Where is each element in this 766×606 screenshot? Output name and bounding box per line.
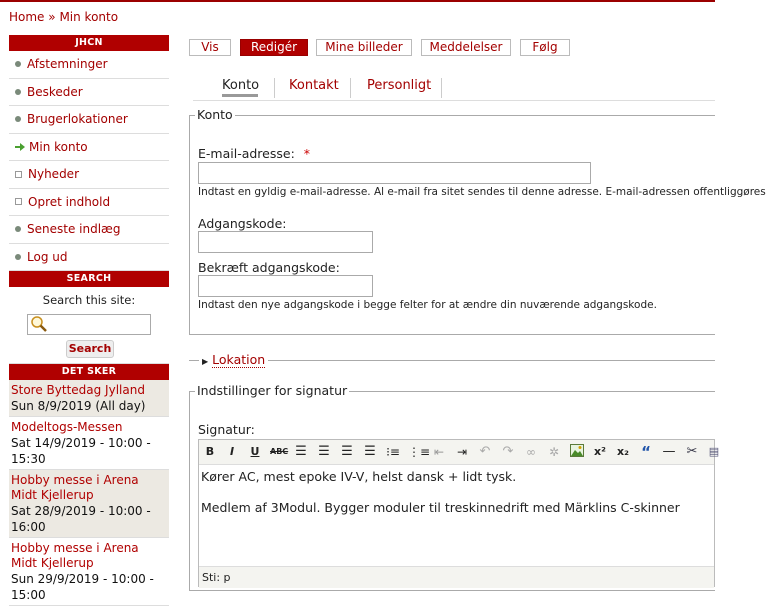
event-item [9,538,169,606]
search-input[interactable] [27,314,151,335]
sidebar-item[interactable] [9,244,169,272]
magnifier-icon [30,316,48,332]
square-bullet-icon [15,171,22,178]
event-item [9,380,169,417]
editor-statusbar: Sti: p [199,566,714,588]
dot-bullet-icon [15,89,21,95]
events-list [9,380,169,606]
event-item [9,417,169,470]
event-title-link[interactable]: Hobby messe i Arena Midt Kjellerup [11,541,139,570]
email-label-text: E-mail-adresse: [198,146,295,161]
sidebar-item-label: Afstemninger [27,57,108,72]
cut-icon[interactable]: ✂ [686,444,698,459]
top-border [0,0,715,2]
bullet-list-icon[interactable]: ⁝≡ [386,445,400,459]
sidebar-item[interactable] [9,134,169,162]
subtab-divider [441,78,442,98]
user-menu [9,51,169,271]
signature-line-1: Kører AC, mest epoke IV-V, helst dansk + lidt tysk. [201,469,517,484]
align-left-icon[interactable]: ☰ [295,444,307,459]
active-arrow-icon [15,143,25,151]
subtab-personligt[interactable]: Personligt [367,78,432,93]
image-icon[interactable] [569,444,585,460]
subtab-konto[interactable]: Konto [222,78,260,93]
event-date: Sun 29/9/2019 - 10:00 - 15:00 [11,572,154,602]
breadcrumb-separator: » [48,10,56,24]
sidebar-item-label: Beskeder [27,84,83,99]
dot-bullet-icon [15,61,21,67]
sidebar-item-label: Nyheder [28,167,79,182]
numbered-list-icon[interactable]: ⋮≡ [408,445,431,459]
breadcrumb-home-link[interactable]: Home [9,10,45,24]
redo-icon[interactable]: ↷ [502,444,514,459]
copy-icon[interactable]: ▤ [708,445,720,458]
sidebar-item-label: Log ud [27,249,68,264]
subscript-icon[interactable]: x₂ [617,445,629,458]
align-right-icon[interactable]: ☰ [341,444,353,459]
konto-legend: Konto [197,107,233,122]
bold-icon[interactable]: B [205,445,215,458]
subtab-kontakt[interactable]: Kontakt [289,78,339,93]
event-title-link[interactable]: Modeltogs-Messen [11,420,123,434]
search-label: Search this site: [42,293,136,307]
horizontal-rule-icon[interactable]: — [662,444,676,459]
sidebar-item-label: Seneste indlæg [27,222,121,237]
unlink-icon[interactable]: ✲ [548,445,560,459]
link-icon[interactable]: ∞ [526,445,536,459]
search-button[interactable]: Search [66,340,114,358]
sidebar-item[interactable] [9,189,169,217]
editor-toolbar [199,440,720,465]
search-block [9,287,169,364]
event-title-link[interactable]: Hobby messe i Arena Midt Kjellerup [11,473,139,502]
sidebar [9,35,169,606]
confirm-password-label: Bekræft adgangskode: [198,260,340,275]
editor-content[interactable] [199,464,714,566]
breadcrumb [9,10,118,24]
sidebar-item-label: Opret indhold [28,194,111,209]
event-date: Sat 28/9/2019 - 10:00 - 16:00 [11,504,151,534]
event-date: Sat 14/9/2019 - 10:00 - 15:30 [11,436,151,466]
tab-meddelelser[interactable]: Meddelelser [421,39,511,56]
sidebar-item-label: Min konto [29,139,88,154]
required-marker: * [303,146,311,161]
tab-mine-billeder[interactable]: Mine billeder [316,39,412,56]
outdent-icon[interactable]: ⇤ [433,445,445,459]
email-label [198,146,310,161]
signature-line-2: Medlem af 3Modul. Bygger moduler til treskinnedrift med Märklins C-skinner [201,500,680,515]
sidebar-item[interactable] [9,79,169,107]
subtab-divider [350,78,351,98]
sidebar-item[interactable] [9,161,169,189]
subtabs-baseline [193,100,715,101]
event-date: Sun 8/9/2019 (All day) [11,399,146,413]
sidebar-item[interactable] [9,51,169,79]
event-item [9,470,169,538]
sidebar-item-label: Brugerlokationer [27,112,128,127]
tab-folg[interactable]: Følg [520,39,570,56]
email-field[interactable] [198,162,591,184]
search-block-title: SEARCH [9,271,169,287]
align-justify-icon[interactable]: ☰ [364,444,376,459]
blockquote-icon[interactable]: “ [641,443,651,461]
signature-label: Signatur: [198,422,255,437]
email-help-text: Indtast en gyldig e-mail-adresse. Al e-mail fra sitet sendes til denne adresse. E-mail-adressen offentliggøres [198,186,766,198]
dot-bullet-icon [15,254,21,260]
tab-vis[interactable]: Vis [189,39,231,56]
password-field[interactable] [198,231,373,253]
dot-bullet-icon [15,226,21,232]
lokation-legend: Lokation [212,352,266,367]
square-bullet-icon [15,198,22,205]
indent-icon[interactable]: ⇥ [456,445,468,459]
breadcrumb-current[interactable]: Min konto [59,10,119,24]
events-block-title: DET SKER [9,364,169,380]
jhcn-block-title: JHCN [9,35,169,51]
active-subtab-underline [222,94,258,97]
subtab-divider [274,78,275,98]
event-title-link[interactable]: Store Byttedag Jylland [11,383,145,397]
italic-icon[interactable]: I [229,445,235,458]
signature-legend: Indstillinger for signatur [197,383,348,398]
image-icon-glyph [570,444,584,457]
align-center-icon[interactable]: ☰ [318,444,330,459]
undo-icon[interactable]: ↶ [479,444,491,459]
sidebar-item[interactable] [9,106,169,134]
superscript-icon[interactable]: x² [594,445,606,458]
confirm-password-field[interactable] [198,275,373,297]
strikethrough-icon[interactable]: ABC [270,447,289,456]
password-label: Adgangskode: [198,216,287,231]
password-help-text: Indtast den nye adgangskode i begge felter for at ændre din nuværende adgangskode. [198,299,657,311]
tab-rediger[interactable]: Redigér [240,39,308,56]
signature-editor[interactable] [198,439,720,587]
underline-icon[interactable]: U [250,445,260,458]
expand-arrow-icon: ▶ [202,357,209,366]
lokation-toggle[interactable] [199,352,268,367]
dot-bullet-icon [15,116,21,122]
sidebar-item[interactable] [9,216,169,244]
lokation-fieldset[interactable] [189,352,715,368]
